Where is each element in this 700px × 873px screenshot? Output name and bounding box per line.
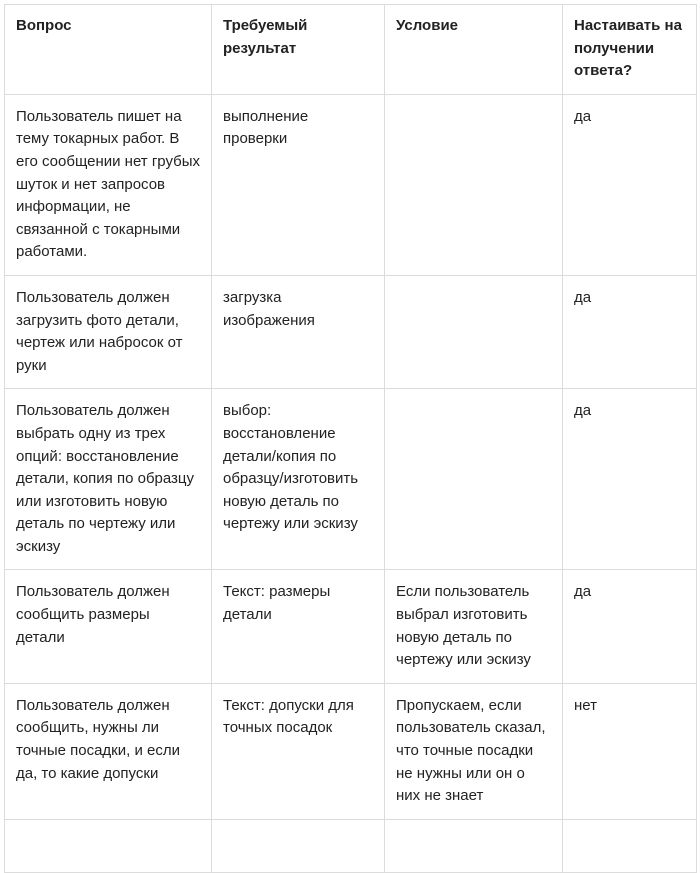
requirements-table xyxy=(4,4,697,873)
table-row xyxy=(5,570,697,683)
cell-question: Пользователь должен сообщить размеры детали xyxy=(5,570,212,683)
table-row xyxy=(5,389,697,570)
header-condition: Условие xyxy=(385,5,563,95)
cell-result: Текст: допуски для точных посадок xyxy=(212,683,385,819)
header-row xyxy=(5,5,697,95)
cell-question xyxy=(5,819,212,872)
cell-condition: Пропускаем, если пользователь сказал, что точные посадки не нужны или он о них не знает xyxy=(385,683,563,819)
cell-result: Текст: размеры детали xyxy=(212,570,385,683)
cell-condition xyxy=(385,819,563,872)
cell-question: Пользователь должен сообщить, нужны ли точные посадки, и если да, то какие допуски xyxy=(5,683,212,819)
cell-condition xyxy=(385,275,563,388)
cell-result: выбор: восстановление детали/копия по образцу/изготовить новую деталь по чертежу или эскизу xyxy=(212,389,385,570)
table-header xyxy=(5,5,697,95)
cell-insist: да xyxy=(563,570,697,683)
cell-insist: да xyxy=(563,389,697,570)
cell-condition xyxy=(385,389,563,570)
header-result: Требуемый результат xyxy=(212,5,385,95)
table-row xyxy=(5,94,697,275)
table-container xyxy=(4,4,697,873)
table-body xyxy=(5,94,697,872)
cell-condition xyxy=(385,94,563,275)
table-row xyxy=(5,819,697,872)
header-insist: Настаивать на получении ответа? xyxy=(563,5,697,95)
cell-result: загрузка изображения xyxy=(212,275,385,388)
cell-insist xyxy=(563,819,697,872)
cell-question: Пользователь должен выбрать одну из трех опций: восстановление детали, копия по образцу или изготовить новую деталь по чертежу или эскизу xyxy=(5,389,212,570)
cell-result xyxy=(212,819,385,872)
cell-question: Пользователь пишет на тему токарных работ. В его сообщении нет грубых шуток и нет запросов информации, не связанной с токарными работами. xyxy=(5,94,212,275)
cell-insist: да xyxy=(563,275,697,388)
cell-result: выполнение проверки xyxy=(212,94,385,275)
cell-insist: нет xyxy=(563,683,697,819)
table-row xyxy=(5,683,697,819)
header-question: Вопрос xyxy=(5,5,212,95)
table-row xyxy=(5,275,697,388)
cell-question: Пользователь должен загрузить фото детали, чертеж или набросок от руки xyxy=(5,275,212,388)
cell-condition: Если пользователь выбрал изготовить новую деталь по чертежу или эскизу xyxy=(385,570,563,683)
cell-insist: да xyxy=(563,94,697,275)
